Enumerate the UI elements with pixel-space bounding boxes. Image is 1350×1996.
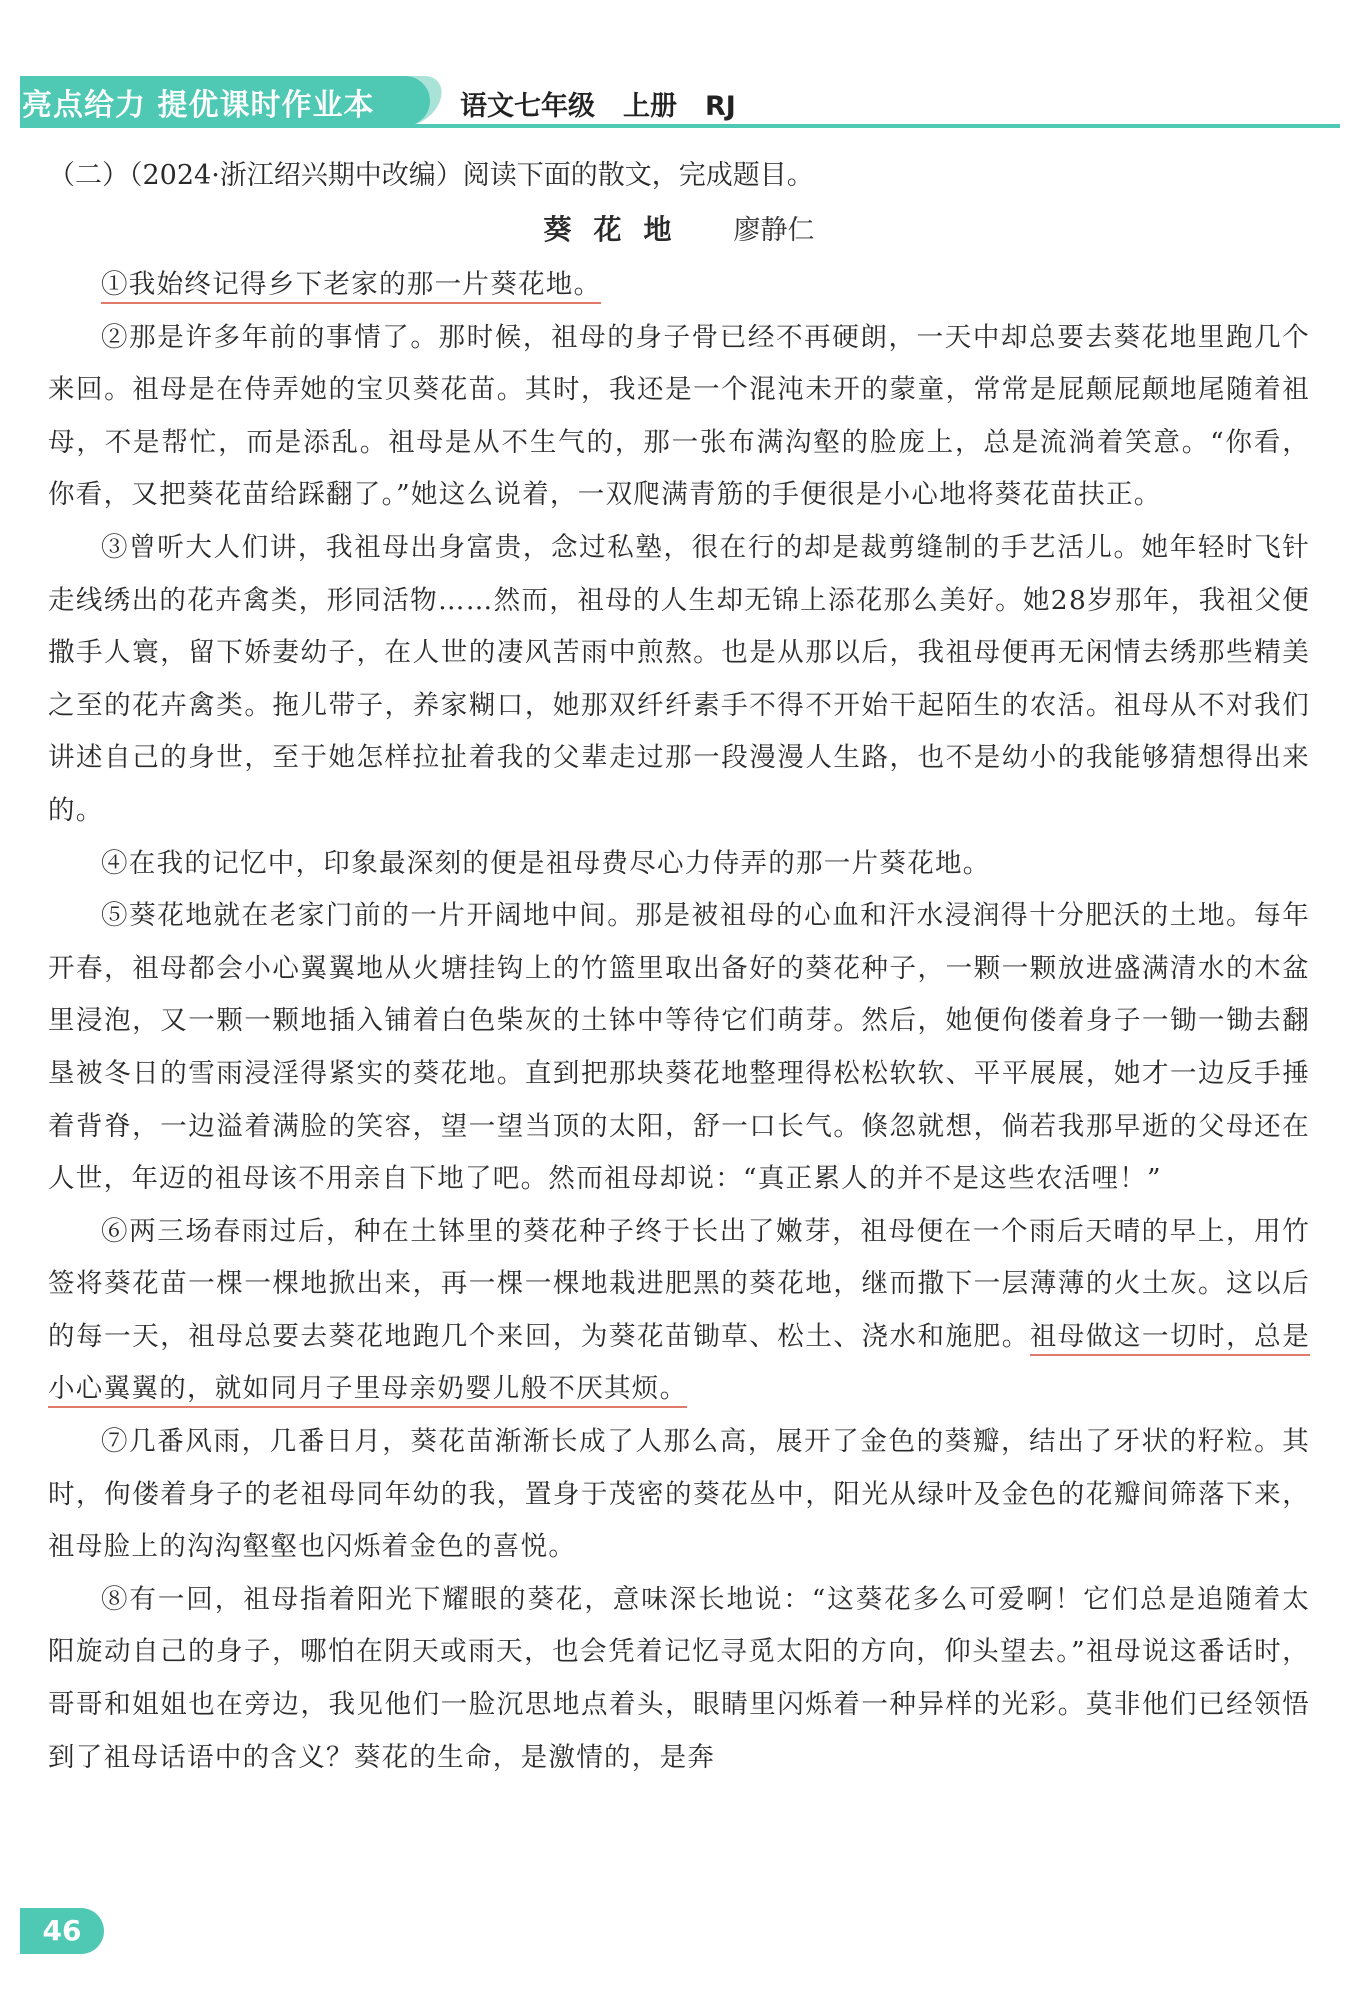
header-rule [20, 124, 1340, 128]
paragraph-1 [48, 259, 1310, 312]
paragraph-3: ③曾听大人们讲，我祖母出身富贵，念过私塾，很在行的却是裁剪缝制的手艺活儿。她年轻时飞针走线绣出的花卉禽类，形同活物……然而，祖母的人生却无锦上添花那么美好。她28岁那年，我祖父便撒手人寰，留下娇妻幼子，在人世的凄风苦雨中煎熬。也是从那以后，我祖母便再无闲情去绣那些精美之至的花卉禽类。拖儿带子，养家糊口，她那双纤纤素手不得不开始干起陌生的农活。祖母从不对我们讲述自己的身世，至于她怎样拉扯着我的父辈走过那一段漫漫人生路，也不是幼小的我能够猜想得出来的。 [48, 531, 1310, 826]
article-title: 葵花地 [543, 213, 694, 246]
book-info [460, 84, 764, 123]
underlined-sentence: 祖母做这一切时，总是小心翼翼的，就如同月子里母亲奶婴儿般不厌其烦。 [48, 1321, 1310, 1409]
paragraph-5: ⑤葵花地就在老家门前的一片开阔地中间。那是被祖母的心血和汗水浸润得十分肥沃的土地。每年开春，祖母都会小心翼翼地从火塘挂钩上的竹篮里取出备好的葵花种子，一颗一颗放进盛满清水的木盆里浸泡，又一颗一颗地插入铺着白色柴灰的土钵中等待它们萌芽。然后，她便佝偻着身子一锄一锄去翻垦被冬日的雪雨浸淫得紧实的葵花地。直到把那块葵花地整理得松松软软、平平展展，她才一边反手捶着背脊，一边溢着满脸的笑容，望一望当顶的太阳，舒一口长气。倏忽就想，倘若我那早逝的父母还在人世，年迈的祖母该不用亲自下地了吧。然而祖母却说：“真正累人的并不是这些农活哩！” [48, 900, 1310, 1195]
paragraph-4: ④在我的记忆中，印象最深刻的便是祖母费尽心力侍弄的那一片葵花地。 [101, 847, 991, 879]
underlined-sentence: ①我始终记得乡下老家的那一片葵花地。 [101, 269, 601, 304]
page-content [48, 150, 1310, 1784]
paragraph-6 [48, 1206, 1310, 1416]
article-heading [48, 202, 1310, 259]
question-intro: （二）（2024·浙江绍兴期中改编）阅读下面的散文，完成题目。 [48, 160, 814, 191]
book-edition: RJ [705, 91, 736, 122]
paragraph-6-text: ⑥两三场春雨过后，种在土钵里的葵花种子终于长出了嫩芽，祖母便在一个雨后天晴的早上，用竹签将葵花苗一棵一棵地掀出来，再一棵一棵地栽进肥黑的葵花地，继而撒下一层薄薄的火土灰。这以后的每一天，祖母总要去葵花地跑几个来回，为葵花苗锄草、松土、浇水和施肥。 [48, 1215, 1310, 1352]
paragraph-7: ⑦几番风雨，几番日月，葵花苗渐渐长成了人那么高，展开了金色的葵瓣，结出了牙状的籽粒。其时，佝偻着身子的老祖母同年幼的我，置身于茂密的葵花丛中，阳光从绿叶及金色的花瓣间筛落下来，祖母脸上的沟沟壑壑也闪烁着金色的喜悦。 [48, 1426, 1310, 1563]
paragraph-2: ②那是许多年前的事情了。那时候，祖母的身子骨已经不再硬朗，一天中却总要去葵花地里跑几个来回。祖母是在侍弄她的宝贝葵花苗。其时，我还是一个混沌未开的蒙童，常常是屁颠屁颠地尾随着祖母，不是帮忙，而是添乱。祖母是从不生气的，那一张布满沟壑的脸庞上，总是流淌着笑意。“你看，你看，又把葵花苗给踩翻了。”她这么说着，一双爬满青筋的手便很是小心地将葵花苗扶正。 [48, 321, 1310, 511]
book-subject: 语文七年级 [460, 91, 595, 122]
article-author: 廖静仁 [733, 215, 815, 246]
book-brand: 亮点给力 提优课时作业本 [22, 88, 375, 123]
page-header [0, 0, 1350, 130]
page-number: 46 [20, 1908, 104, 1954]
paragraph-8: ⑧有一回，祖母指着阳光下耀眼的葵花，意味深长地说：“这葵花多么可爱啊！它们总是追随着太阳旋动自己的身子，哪怕在阴天或雨天，也会凭着记忆寻觅太阳的方向，仰头望去。”祖母说这番话时，哥哥和姐姐也在旁边，我见他们一脸沉思地点着头，眼睛里闪烁着一种异样的光彩。莫非他们已经领悟到了祖母话语中的含义？葵花的生命，是激情的，是奔 [48, 1583, 1310, 1773]
book-volume: 上册 [623, 91, 677, 122]
